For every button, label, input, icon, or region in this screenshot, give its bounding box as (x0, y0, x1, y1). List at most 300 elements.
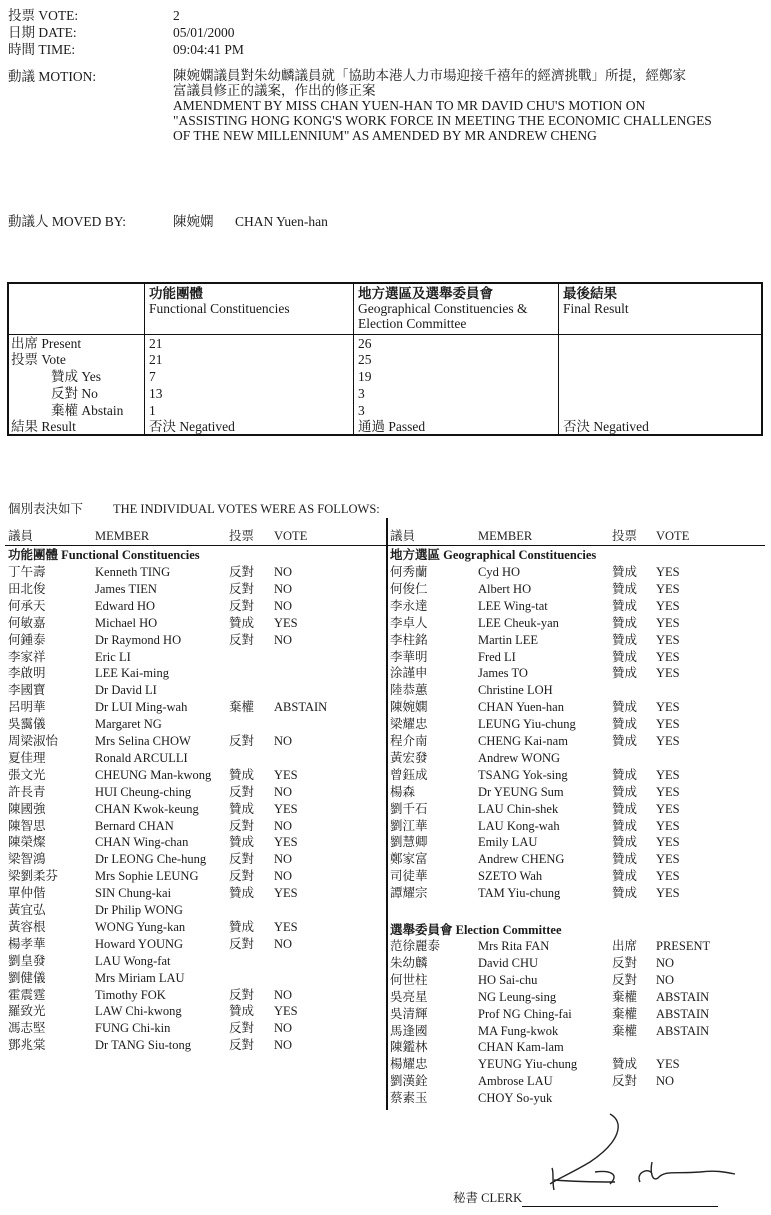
member-name-zh: 楊森 (390, 784, 416, 799)
member-row (8, 820, 388, 837)
member-name-en: Dr David LI (95, 683, 157, 698)
member-row (390, 957, 770, 974)
member-name-zh: 劉皇發 (8, 953, 46, 968)
member-name-en: FUNG Chi-kin (95, 1021, 171, 1036)
member-row (390, 940, 770, 957)
member-name-zh: 馮志堅 (8, 1021, 46, 1036)
member-name-zh: 李柱銘 (390, 632, 428, 647)
vote-en: NO (274, 869, 293, 884)
vote-zh: 贊成 (229, 886, 255, 901)
vote-en: YES (656, 1057, 680, 1072)
member-row (8, 701, 388, 718)
vote-en: YES (656, 632, 680, 647)
table-header-divider (9, 334, 761, 335)
member-name-en: NG Leung-sing (478, 989, 557, 1004)
member-name-zh: 楊孝華 (8, 936, 46, 951)
member-row (8, 989, 388, 1006)
member-name-zh: 梁智鴻 (8, 852, 46, 867)
vote-en: NO (274, 784, 293, 799)
vote-zh: 贊成 (612, 835, 638, 850)
section-election-title: 選舉委員會 Election Committee (390, 923, 562, 937)
vote-zh: 反對 (229, 936, 255, 951)
row-label-abstain: 棄權 Abstain (51, 403, 124, 418)
col-vote-en: VOTE (274, 529, 308, 543)
row-label-yes: 贊成 Yes (51, 369, 102, 384)
vote-zh: 贊成 (612, 734, 638, 748)
member-name-en: Albert HO (478, 581, 532, 596)
member-name-en: CHENG Kai-nam (478, 734, 568, 748)
member-row (390, 752, 770, 769)
member-name-en: LEUNG Yiu-chung (478, 717, 576, 732)
vote-zh: 反對 (229, 818, 255, 833)
member-name-en: Dr LEONG Che-hung (95, 852, 207, 867)
member-name-zh: 黃容根 (8, 919, 46, 934)
vote-en: PRESENT (656, 939, 711, 953)
vote-zh: 反對 (229, 784, 255, 799)
member-name-zh: 范徐麗泰 (390, 939, 441, 953)
member-row (390, 1058, 770, 1075)
member-name-zh: 周梁淑怡 (8, 734, 59, 748)
member-row (390, 974, 770, 991)
vote-en: YES (656, 581, 680, 596)
vote-en: NO (656, 955, 675, 970)
vote-zh: 贊成 (612, 886, 638, 901)
member-name-en: TSANG Yok-sing (478, 767, 568, 782)
vote-zh: 反對 (612, 1074, 638, 1089)
member-name-zh: 譚耀宗 (390, 886, 428, 901)
member-name-en: CHOY So-yuk (478, 1091, 553, 1106)
vote-en: ABSTAIN (656, 989, 710, 1004)
member-name-zh: 劉健儀 (8, 970, 46, 985)
vote-en: NO (274, 632, 293, 647)
final-result: 否決 Negatived (563, 419, 649, 434)
member-row (8, 566, 388, 583)
vote-en: YES (656, 852, 680, 867)
time-value: 09:04:41 PM (173, 42, 244, 57)
motion-line: OF THE NEW MILLENNIUM" AS AMENDED BY MR ANDREW CHENG (173, 128, 597, 143)
member-row (8, 921, 388, 938)
vote-en: YES (274, 1004, 298, 1019)
member-name-zh: 田北俊 (8, 581, 46, 596)
date-value: 05/01/2000 (173, 25, 235, 40)
row-label-result: 結果 Result (11, 419, 76, 434)
member-name-en: Andrew WONG (478, 750, 561, 765)
member-name-zh: 馬逢國 (390, 1023, 428, 1038)
member-name-en: CHAN Kam-lam (478, 1040, 564, 1055)
functional-no: 13 (149, 386, 163, 401)
member-name-en: SZETO Wah (478, 869, 543, 884)
vote-en: YES (656, 700, 680, 715)
member-row (390, 1075, 770, 1092)
member-name-en: CHEUNG Man-kwong (95, 767, 212, 782)
vote-en: NO (274, 818, 293, 833)
member-name-en: David CHU (478, 955, 539, 970)
vote-zh: 贊成 (229, 919, 255, 934)
clerk-label: 秘書 CLERK (453, 1191, 523, 1205)
member-row (390, 718, 770, 735)
member-name-zh: 吳亮星 (390, 989, 428, 1004)
member-name-en: Michael HO (95, 615, 158, 630)
member-row (390, 566, 770, 583)
vote-en: YES (656, 835, 680, 850)
member-row (390, 887, 770, 904)
member-name-en: SIN Chung-kai (95, 886, 172, 901)
vote-zh: 贊成 (612, 717, 638, 732)
motion-text (173, 68, 763, 143)
motion-label: 動議 MOTION: (8, 69, 97, 84)
member-name-en: LEE Cheuk-yan (478, 615, 559, 630)
vote-zh: 贊成 (229, 801, 255, 816)
member-name-zh: 梁劉柔芬 (8, 869, 59, 884)
vote-en: NO (274, 734, 293, 748)
member-row (390, 803, 770, 820)
member-row (8, 836, 388, 853)
vote-en: NO (274, 1038, 293, 1053)
vote-en: ABSTAIN (274, 700, 328, 715)
functional-present: 21 (149, 336, 163, 351)
member-name-zh: 陳婉嫻 (390, 700, 428, 715)
vote-en: ABSTAIN (656, 1023, 710, 1038)
geographical-present: 26 (358, 336, 372, 351)
member-row (8, 870, 388, 887)
member-row (8, 752, 388, 769)
member-name-zh: 何俊仁 (390, 581, 428, 596)
vote-zh: 贊成 (612, 615, 638, 630)
member-row (390, 1025, 770, 1042)
member-row (8, 853, 388, 870)
vote-en: YES (656, 666, 680, 681)
member-name-zh: 陳鑑林 (390, 1040, 428, 1055)
member-row (390, 667, 770, 684)
vote-en: NO (656, 972, 675, 987)
member-name-zh: 陸恭蕙 (390, 683, 428, 698)
vote-en: YES (656, 734, 680, 748)
geographical-yes: 19 (358, 369, 372, 384)
member-name-en: Dr Philip WONG (95, 903, 183, 917)
vote-en: YES (656, 784, 680, 799)
motion-line: AMENDMENT BY MISS CHAN YUEN-HAN TO MR DAVID CHU'S MOTION ON (173, 98, 646, 113)
member-name-zh: 朱幼麟 (390, 955, 428, 970)
member-row (8, 887, 388, 904)
vote-zh: 贊成 (612, 700, 638, 715)
member-name-en: Martin LEE (478, 632, 539, 647)
vote-en: NO (274, 936, 293, 951)
vote-zh: 贊成 (612, 598, 638, 613)
member-name-zh: 李華明 (390, 649, 428, 664)
member-name-zh: 劉千石 (390, 801, 428, 816)
vote-zh: 反對 (229, 598, 255, 613)
vote-en: YES (656, 818, 680, 833)
member-name-en: MA Fung-kwok (478, 1023, 559, 1038)
vote-zh: 反對 (229, 869, 255, 884)
vote-zh: 贊成 (229, 1004, 255, 1019)
member-row (390, 600, 770, 617)
member-name-zh: 蔡素玉 (390, 1091, 428, 1106)
vote-zh: 贊成 (612, 649, 638, 664)
mover-name-en: CHAN Yuen-han (235, 214, 328, 229)
vote-zh: 反對 (612, 972, 638, 987)
member-name-en: WONG Yung-kan (95, 919, 186, 934)
vote-en: NO (274, 565, 293, 579)
member-name-en: Margaret NG (95, 717, 162, 732)
individual-votes-title-zh: 個別表決如下 (8, 502, 84, 516)
vote-zh: 贊成 (229, 767, 255, 782)
member-row (390, 853, 770, 870)
col-vote-zh: 投票 (229, 529, 255, 543)
member-row (390, 769, 770, 786)
moved-by-label: 動議人 MOVED BY: (8, 214, 127, 229)
row-label-vote: 投票 Vote (11, 352, 66, 367)
vote-zh: 贊成 (612, 565, 638, 579)
member-row (390, 836, 770, 853)
member-row (390, 735, 770, 752)
vote-en: YES (274, 835, 298, 850)
member-name-zh: 單仲偕 (8, 886, 46, 901)
vote-zh: 贊成 (612, 1057, 638, 1072)
vote-zh: 反對 (612, 955, 638, 970)
vote-zh: 反對 (229, 565, 255, 579)
col-vote-en: VOTE (656, 529, 690, 543)
col-member-zh: 議員 (8, 529, 34, 543)
member-name-en: James TO (478, 666, 528, 681)
row-label-present: 出席 Present (11, 336, 82, 351)
member-name-en: Mrs Miriam LAU (95, 970, 185, 985)
member-name-zh: 黃宏發 (390, 750, 428, 765)
member-row (390, 786, 770, 803)
vote-en: YES (274, 886, 298, 901)
table-divider (558, 284, 559, 434)
member-name-zh: 何敏嘉 (8, 615, 46, 630)
member-name-en: Ambrose LAU (478, 1074, 553, 1089)
member-name-zh: 李國寶 (8, 683, 46, 698)
geographical-abstain: 3 (358, 403, 365, 418)
vote-en: NO (656, 1074, 675, 1089)
vote-zh: 反對 (229, 852, 255, 867)
header-final-result: 最後結果 Final Result (563, 286, 629, 316)
member-row (8, 786, 388, 803)
member-name-zh: 陳國強 (8, 801, 46, 816)
vote-en: YES (656, 717, 680, 732)
functional-yes: 7 (149, 369, 156, 384)
member-row (8, 955, 388, 972)
member-name-zh: 鄭家富 (390, 852, 428, 867)
vote-zh: 贊成 (612, 767, 638, 782)
vote-en: NO (274, 598, 293, 613)
member-name-en: Fred LI (478, 649, 516, 664)
member-name-zh: 呂明華 (8, 700, 46, 715)
vote-en: NO (274, 1021, 293, 1036)
member-row (8, 718, 388, 735)
member-name-zh: 李啟明 (8, 666, 46, 681)
vote-zh: 贊成 (612, 801, 638, 816)
member-row (390, 870, 770, 887)
member-name-en: LEE Wing-tat (478, 598, 548, 613)
member-name-zh: 何世柱 (390, 972, 428, 987)
member-name-zh: 司徒華 (390, 869, 428, 884)
member-row (8, 684, 388, 701)
member-name-zh: 霍震霆 (8, 987, 46, 1002)
col-vote-zh: 投票 (612, 529, 638, 543)
member-name-en: Dr Raymond HO (95, 632, 182, 647)
member-name-zh: 李家祥 (8, 649, 46, 664)
member-name-en: Dr YEUNG Sum (478, 784, 564, 799)
member-row (390, 1041, 770, 1058)
geographical-vote: 25 (358, 352, 372, 367)
member-row (390, 651, 770, 668)
vote-zh: 贊成 (612, 581, 638, 596)
member-name-zh: 陳榮燦 (8, 835, 46, 850)
vote-en: YES (656, 767, 680, 782)
member-name-zh: 許長青 (8, 784, 46, 799)
vote-zh: 反對 (229, 1038, 255, 1053)
functional-result: 否決 Negatived (149, 419, 235, 434)
col-member-en: MEMBER (478, 529, 533, 543)
member-row (8, 600, 388, 617)
col-member-en: MEMBER (95, 529, 150, 543)
functional-abstain: 1 (149, 403, 156, 418)
header-geographical: 地方選區及選舉委員會 Geographical Constituencies & Election Committee (358, 286, 528, 331)
member-name-zh: 丁午壽 (8, 565, 46, 579)
member-name-en: LEE Kai-ming (95, 666, 169, 681)
results-summary-table (7, 282, 763, 436)
clerk-signature (540, 1112, 760, 1192)
vote-en: NO (274, 581, 293, 596)
member-name-en: LAW Chi-kwong (95, 1004, 182, 1019)
vote-zh: 出席 (612, 939, 638, 953)
vote-en: NO (274, 987, 293, 1002)
table-divider (353, 284, 354, 434)
member-row (8, 1005, 388, 1022)
vote-en: YES (656, 615, 680, 630)
vote-zh: 棄權 (612, 1006, 638, 1021)
member-name-en: LAU Kong-wah (478, 818, 560, 833)
vote-zh: 反對 (229, 1021, 255, 1036)
vote-en: YES (656, 598, 680, 613)
member-name-en: Mrs Selina CHOW (95, 734, 191, 748)
member-name-en: Cyd HO (478, 565, 521, 579)
member-name-zh: 張文光 (8, 767, 46, 782)
member-name-en: James TIEN (95, 581, 157, 596)
member-name-en: Eric LI (95, 649, 131, 664)
individual-votes-title-en: THE INDIVIDUAL VOTES WERE AS FOLLOWS: (113, 502, 380, 516)
member-row (390, 684, 770, 701)
time-label: 時間 TIME: (8, 42, 76, 57)
motion-line: "ASSISTING HONG KONG'S WORK FORCE IN MEETING THE ECONOMIC CHALLENGES (173, 113, 712, 128)
vote-zh: 棄權 (612, 989, 638, 1004)
member-name-zh: 陳智思 (8, 818, 46, 833)
member-name-zh: 吳清輝 (390, 1006, 428, 1021)
member-row (390, 991, 770, 1008)
member-row (8, 651, 388, 668)
header-functional: 功能團體 Functional Constituencies (149, 286, 290, 316)
member-name-zh: 曾鈺成 (390, 767, 428, 782)
member-row (8, 769, 388, 786)
member-name-en: LAU Chin-shek (478, 801, 559, 816)
member-name-en: Mrs Rita FAN (478, 939, 550, 953)
member-row (8, 904, 388, 921)
member-row (8, 634, 388, 651)
member-name-zh: 何鍾泰 (8, 632, 46, 647)
motion-line: 陳婉嫻議員對朱幼麟議員就「協助本港人力市場迎接千禧年的經濟挑戰」所提，經鄭家 (173, 68, 686, 83)
vote-zh: 贊成 (612, 852, 638, 867)
member-name-en: Timothy FOK (95, 987, 166, 1002)
member-name-zh: 鄧兆棠 (8, 1038, 46, 1053)
member-row (390, 701, 770, 718)
member-row (390, 1092, 770, 1109)
geographical-result: 通過 Passed (358, 419, 426, 434)
vote-en: YES (656, 801, 680, 816)
member-name-zh: 李卓人 (390, 615, 428, 630)
member-name-en: Kenneth TING (95, 565, 171, 579)
member-row (8, 972, 388, 989)
table-divider (144, 284, 145, 434)
vote-en: YES (656, 869, 680, 884)
member-row (8, 667, 388, 684)
vote-zh: 棄權 (612, 1023, 638, 1038)
vote-zh: 贊成 (612, 784, 638, 799)
date-label: 日期 DATE: (8, 25, 77, 40)
vote-zh: 贊成 (612, 632, 638, 647)
member-name-zh: 何秀蘭 (390, 565, 428, 579)
vote-en: YES (274, 615, 298, 630)
member-name-en: Bernard CHAN (95, 818, 174, 833)
member-name-en: TAM Yiu-chung (478, 886, 561, 901)
vote-zh: 贊成 (229, 615, 255, 630)
member-row (8, 1022, 388, 1039)
mover-name-zh: 陳婉嫻 (173, 214, 214, 229)
member-row (390, 583, 770, 600)
section-functional-title: 功能團體 Functional Constituencies (8, 548, 200, 562)
header-rule (5, 545, 765, 546)
member-name-zh: 程介南 (390, 734, 428, 748)
section-geographical-title: 地方選區 Geographical Constituencies (390, 548, 597, 562)
vote-number: 2 (173, 8, 180, 23)
member-name-en: HO Sai-chu (478, 972, 538, 987)
member-name-en: Prof NG Ching-fai (478, 1006, 572, 1021)
member-name-zh: 劉江華 (390, 818, 428, 833)
member-name-zh: 何承天 (8, 598, 46, 613)
member-name-en: Mrs Sophie LEUNG (95, 869, 199, 884)
member-name-en: Ronald ARCULLI (95, 750, 188, 765)
member-row (8, 617, 388, 634)
vote-en: YES (274, 767, 298, 782)
vote-en: YES (656, 649, 680, 664)
vote-en: YES (274, 919, 298, 934)
vote-zh: 反對 (229, 581, 255, 596)
vote-label: 投票 VOTE: (8, 8, 79, 23)
member-name-en: CHAN Kwok-keung (95, 801, 199, 816)
member-name-zh: 吳靄儀 (8, 717, 46, 732)
functional-vote: 21 (149, 352, 163, 367)
col-member-zh: 議員 (390, 529, 416, 543)
member-row (390, 1008, 770, 1025)
member-name-en: Christine LOH (478, 683, 553, 698)
member-name-en: Andrew CHENG (478, 852, 565, 867)
motion-line: 富議員修正的議案，作出的修正案 (173, 83, 376, 98)
vote-en: YES (656, 565, 680, 579)
geographical-no: 3 (358, 386, 365, 401)
vote-en: NO (274, 852, 293, 867)
member-name-zh: 梁耀忠 (390, 717, 428, 732)
vote-en: ABSTAIN (656, 1006, 710, 1021)
vote-zh: 贊成 (612, 666, 638, 681)
member-name-zh: 劉漢銓 (390, 1074, 428, 1089)
member-name-zh: 李永達 (390, 598, 428, 613)
member-row (8, 803, 388, 820)
member-name-en: Edward HO (95, 598, 156, 613)
member-row (390, 617, 770, 634)
member-name-zh: 夏佳理 (8, 750, 46, 765)
